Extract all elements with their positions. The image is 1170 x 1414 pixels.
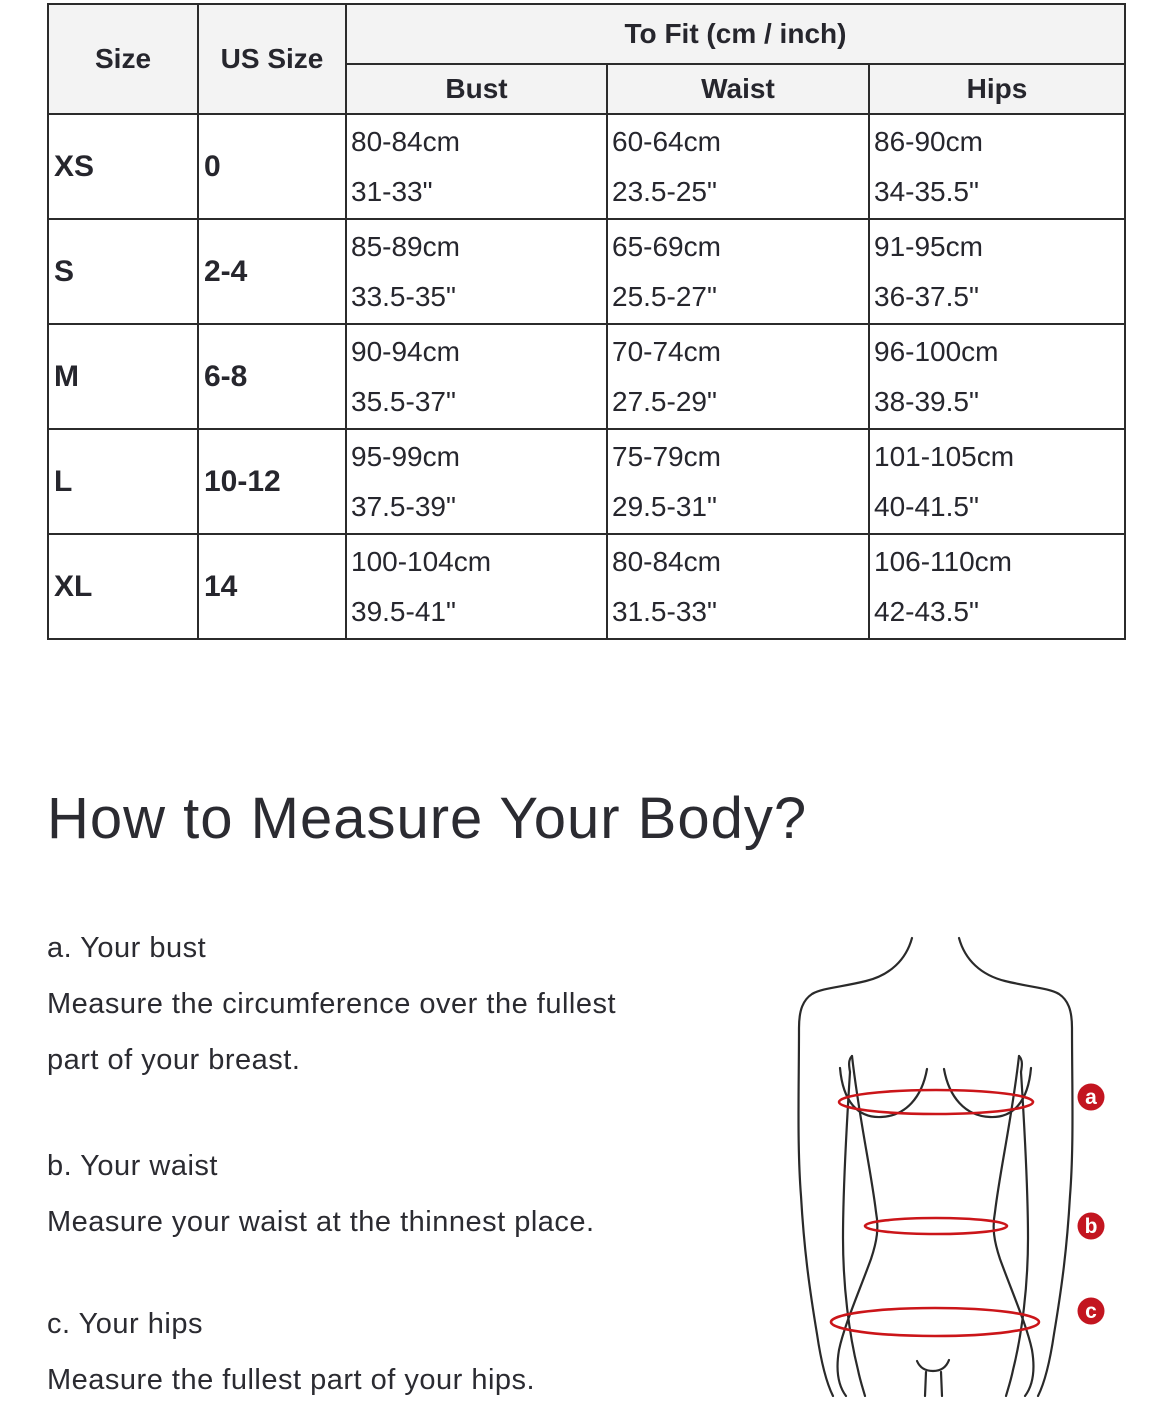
hips-cm: 91-95cm — [874, 230, 983, 262]
guide-item-line: Measure the circumference over the fullest — [47, 988, 617, 1020]
header-hips: Hips — [869, 64, 1125, 114]
crotch-curve — [917, 1360, 949, 1371]
waist-in: 31.5-33" — [612, 595, 717, 627]
cell-size: XS — [48, 114, 198, 219]
crotch-line-left — [925, 1372, 926, 1396]
hips-in: 38-39.5" — [874, 385, 979, 417]
bust-cm: 80-84cm — [351, 125, 460, 157]
cell-us-size: 14 — [198, 534, 346, 639]
page-title: How to Measure Your Body? — [47, 786, 808, 851]
badge-b — [1078, 1213, 1105, 1240]
cell-waist — [607, 534, 869, 639]
header-bust: Bust — [346, 64, 607, 114]
cell-us-size: 0 — [198, 114, 346, 219]
cell-hips — [869, 324, 1125, 429]
guide-item-bust — [47, 920, 827, 1088]
cell-waist — [607, 114, 869, 219]
bust-in: 33.5-35" — [351, 280, 456, 312]
hips-in: 40-41.5" — [874, 490, 979, 522]
body-measurement-figure — [770, 930, 1170, 1397]
cell-size: L — [48, 429, 198, 534]
cell-bust — [346, 219, 607, 324]
crotch-line-right — [941, 1372, 942, 1396]
badge-a-label: a — [1085, 1086, 1097, 1109]
size-chart-table — [47, 3, 1126, 640]
guide-item-title: a. Your bust — [47, 932, 207, 964]
waist-cm: 70-74cm — [612, 335, 721, 367]
bust-cm: 90-94cm — [351, 335, 460, 367]
guide-item-waist — [47, 1138, 827, 1250]
guide-item-hips — [47, 1296, 827, 1408]
hips-in: 36-37.5" — [874, 280, 979, 312]
hips-cm: 101-105cm — [874, 440, 1015, 472]
cell-waist — [607, 219, 869, 324]
cell-bust — [346, 429, 607, 534]
bust-cm: 95-99cm — [351, 440, 460, 472]
body-outline-right — [959, 938, 1073, 1396]
cell-waist — [607, 429, 869, 534]
measurement-line-hips — [831, 1308, 1039, 1336]
measure-guide-section — [47, 778, 827, 1408]
bust-in: 39.5-41" — [351, 595, 456, 627]
body-outline-left — [799, 938, 913, 1396]
waist-cm: 75-79cm — [612, 440, 721, 472]
table-header-row-1 — [48, 4, 1125, 64]
cell-bust — [346, 324, 607, 429]
cell-bust — [346, 114, 607, 219]
badge-a — [1078, 1084, 1105, 1111]
hips-cm: 106-110cm — [874, 545, 1013, 577]
header-to-fit: To Fit (cm / inch) — [346, 4, 1125, 64]
waist-in: 29.5-31" — [612, 490, 717, 522]
table-row-xs — [48, 114, 1125, 219]
cell-size: S — [48, 219, 198, 324]
cell-waist — [607, 324, 869, 429]
bust-cm: 85-89cm — [351, 230, 460, 262]
waist-in: 25.5-27" — [612, 280, 717, 312]
cell-bust — [346, 534, 607, 639]
header-us-size: US Size — [198, 4, 346, 114]
header-waist: Waist — [607, 64, 869, 114]
table-row-m — [48, 324, 1125, 429]
cell-us-size: 2-4 — [198, 219, 346, 324]
cell-hips — [869, 219, 1125, 324]
hips-cm: 96-100cm — [874, 335, 999, 367]
cell-hips — [869, 429, 1125, 534]
cell-us-size: 10-12 — [198, 429, 346, 534]
measurement-line-bust — [839, 1090, 1033, 1114]
hips-in: 42-43.5" — [874, 595, 979, 627]
hips-cm: 86-90cm — [874, 125, 983, 157]
header-size: Size — [48, 4, 198, 114]
guide-item-line: part of your breast. — [47, 1044, 301, 1076]
cell-hips — [869, 534, 1125, 639]
waist-cm: 65-69cm — [612, 230, 721, 262]
waist-in: 23.5-25" — [612, 175, 717, 207]
guide-item-line: Measure your waist at the thinnest place. — [47, 1206, 595, 1238]
waist-cm: 60-64cm — [612, 125, 721, 157]
guide-item-title: b. Your waist — [47, 1150, 218, 1182]
bust-in: 31-33" — [351, 175, 433, 207]
badge-c — [1078, 1298, 1105, 1325]
measurement-line-waist — [865, 1218, 1007, 1234]
table-row-xl — [48, 534, 1125, 639]
hips-in: 34-35.5" — [874, 175, 979, 207]
badge-c-label: c — [1085, 1300, 1097, 1323]
badge-b-label: b — [1084, 1215, 1098, 1238]
bust-in: 35.5-37" — [351, 385, 456, 417]
guide-item-line: Measure the fullest part of your hips. — [47, 1364, 536, 1396]
waist-cm: 80-84cm — [612, 545, 721, 577]
cell-size: XL — [48, 534, 198, 639]
waist-in: 27.5-29" — [612, 385, 717, 417]
table-row-l — [48, 429, 1125, 534]
bust-in: 37.5-39" — [351, 490, 456, 522]
table-row-s — [48, 219, 1125, 324]
guide-item-title: c. Your hips — [47, 1308, 203, 1340]
cell-size: M — [48, 324, 198, 429]
cell-hips — [869, 114, 1125, 219]
cell-us-size: 6-8 — [198, 324, 346, 429]
bust-cm: 100-104cm — [351, 545, 492, 577]
